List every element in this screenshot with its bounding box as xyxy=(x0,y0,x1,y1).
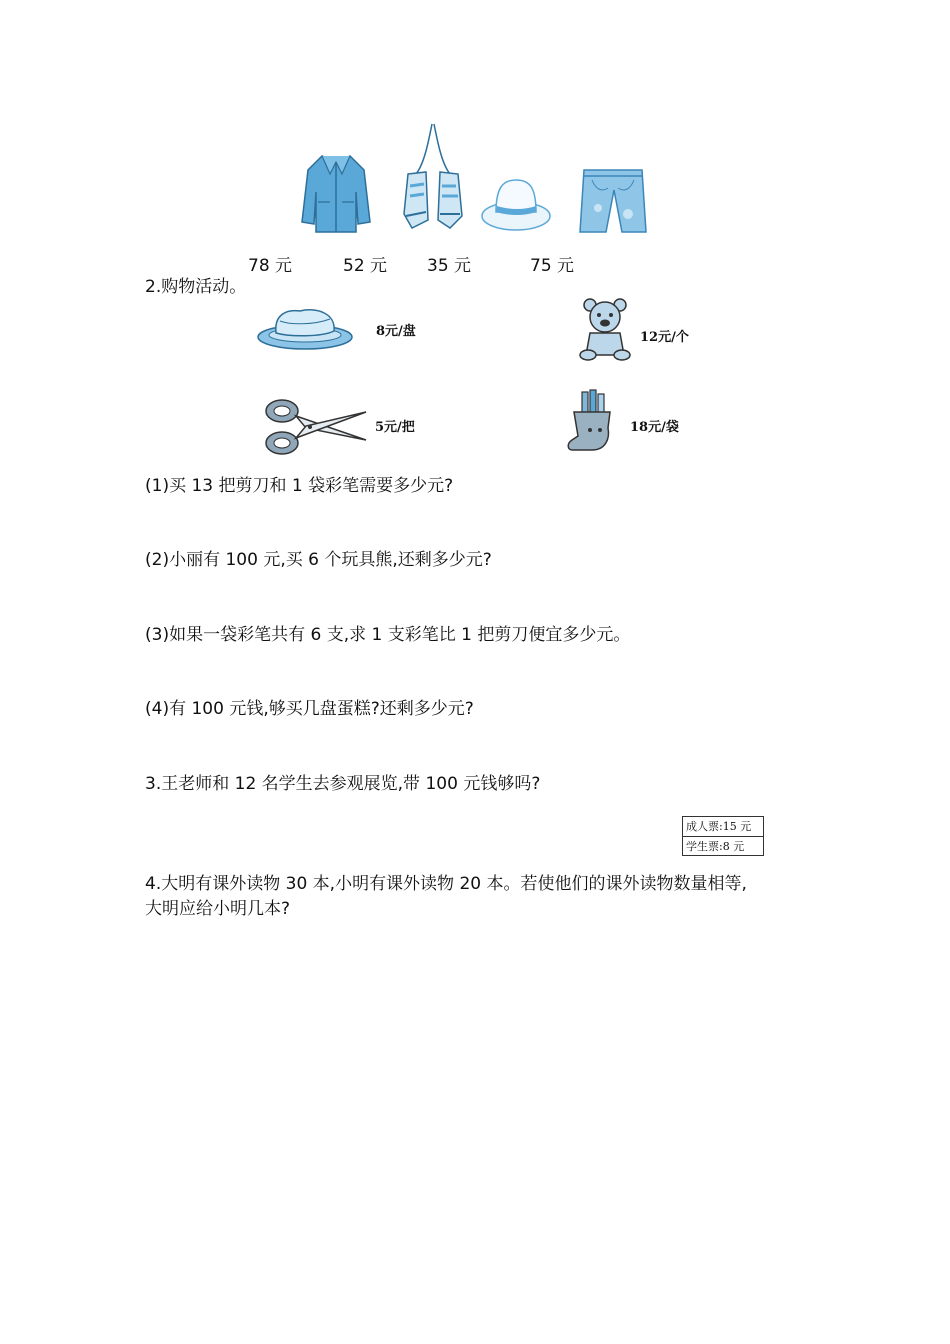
scissors-price-tag: 5元/把 xyxy=(375,420,415,435)
sneakers-icon xyxy=(402,124,464,234)
jacket-price: 78 元 xyxy=(248,256,293,276)
ticket-student: 学生票:8 元 xyxy=(683,836,763,856)
hat-price: 35 元 xyxy=(427,256,472,276)
scissors-icon xyxy=(262,396,370,458)
cake-price-tag: 8元/盘 xyxy=(376,324,416,339)
q2-sub2: (2)小丽有 100 元,买 6 个玩具熊,还剩多少元? xyxy=(145,550,492,570)
pens-price-tag: 18元/袋 xyxy=(630,420,679,435)
cake-plate-icon xyxy=(256,305,354,351)
teddy-bear-icon xyxy=(578,297,630,361)
jacket-icon xyxy=(300,152,372,234)
q2-title: 2.购物活动。 xyxy=(145,277,247,297)
q4-line2: 大明应给小明几本? xyxy=(145,899,291,919)
ticket-adult: 成人票:15 元 xyxy=(686,820,752,833)
q4-line1: 4.大明有课外读物 30 本,小明有课外读物 20 本。若使他们的课外读物数量相等, xyxy=(145,874,747,894)
pen-bag-icon xyxy=(566,390,616,452)
hat-icon xyxy=(480,176,552,234)
jeans-icon xyxy=(578,168,648,234)
jeans-price: 75 元 xyxy=(530,256,575,276)
q2-sub3: (3)如果一袋彩笔共有 6 支,求 1 支彩笔比 1 把剪刀便宜多少元。 xyxy=(145,625,631,645)
q2-sub4: (4)有 100 元钱,够买几盘蛋糕?还剩多少元? xyxy=(145,699,474,719)
bear-price-tag: 12元/个 xyxy=(640,330,689,345)
q2-sub1: (1)买 13 把剪刀和 1 袋彩笔需要多少元? xyxy=(145,476,454,496)
sneakers-price: 52 元 xyxy=(343,256,388,276)
q3-text: 3.王老师和 12 名学生去参观展览,带 100 元钱够吗? xyxy=(145,774,541,794)
ticket-price-box xyxy=(682,816,764,856)
